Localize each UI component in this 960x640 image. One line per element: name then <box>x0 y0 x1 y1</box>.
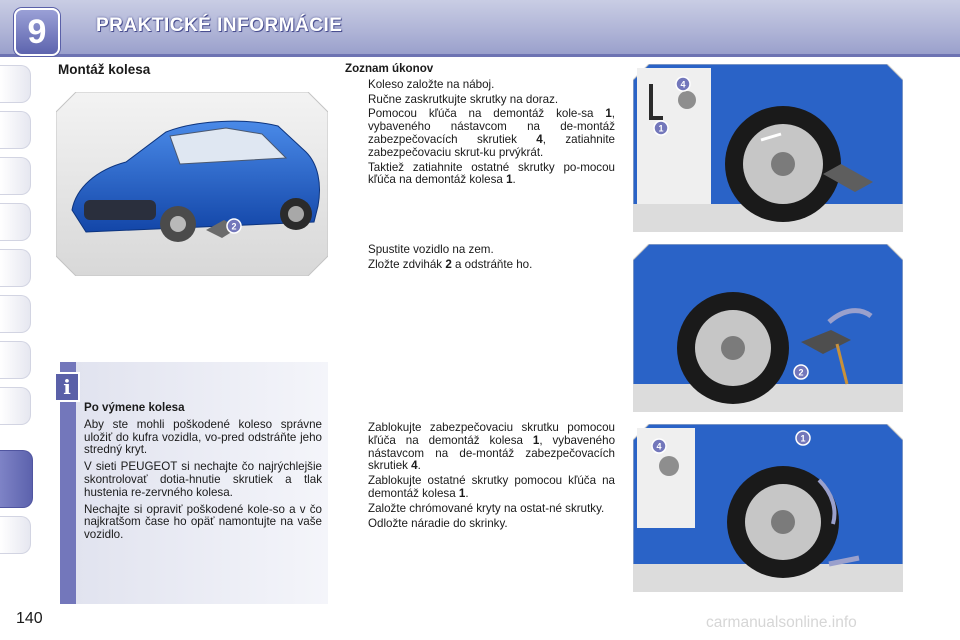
step-item: Koleso založte na náboj. <box>368 77 495 91</box>
steps-group-3 <box>345 422 615 532</box>
chapter-tab[interactable] <box>0 387 31 425</box>
chapter-tab[interactable] <box>0 341 31 379</box>
wheel-mount-photo <box>633 64 903 232</box>
chapter-tab[interactable] <box>0 111 31 149</box>
info-paragraph: V sieti PEUGEOT si nechajte čo najrýchlejšie skontrolovať dotia-hnutie skrutiek a tlak hustenia re-zervného kolesa. <box>84 460 322 499</box>
steps-heading: Zoznam úkonov <box>345 62 434 75</box>
svg-text:4: 4 <box>680 79 686 90</box>
step-item: Spustite vozidlo na zem. <box>368 243 494 256</box>
page-number: 140 <box>16 610 43 627</box>
chapter-tab[interactable] <box>0 157 31 195</box>
svg-text:2: 2 <box>798 367 804 378</box>
car-illustration <box>56 92 328 276</box>
info-heading: Po výmene kolesa <box>84 401 185 414</box>
info-icon: i <box>54 372 80 402</box>
info-box <box>60 362 328 604</box>
bolt-locking-photo <box>633 424 903 592</box>
chapter-tab-active[interactable] <box>0 450 33 508</box>
svg-text:4: 4 <box>656 441 662 452</box>
steps-group-2 <box>345 244 615 274</box>
section-title: Montáž kolesa <box>58 62 151 77</box>
info-paragraph: Aby ste mohli poškodené koleso správne uložiť do kufra vozidla, vo-pred odstráňte jeho stredný kryt. <box>84 417 322 457</box>
chapter-tab[interactable] <box>0 249 31 287</box>
step-item: Pomocou kľúča na demontáž kole-sa 1, vybaveného nástavcom na de-montáž zabezpečovacích skrutiek 4, zatiahnite zabezpečovaciu skrut-ku prvýkrát. <box>368 107 615 159</box>
info-paragraph: Nechajte si opraviť poškodené kole-so a v čo najkratšom čase ho opäť namontujte na vaše vozidlo. <box>84 502 322 542</box>
svg-text:2: 2 <box>231 221 237 232</box>
step-item: Taktiež zatiahnite ostatné skrutky po-mocou kľúča na demontáž kolesa 1. <box>368 160 615 187</box>
jack-lowering-photo <box>633 244 903 412</box>
chapter-tab[interactable] <box>0 295 31 333</box>
svg-text:1: 1 <box>800 433 806 444</box>
chapter-badge: 9 <box>14 8 60 56</box>
step-item: Zablokujte zabezpečovaciu skrutku pomocou kľúča na demontáž kolesa 1, vybaveného nástavcom na de-montáž zabezpečovacích skrutiek 4. <box>368 421 616 473</box>
step-item: Ručne zaskrutkujte skrutky na doraz. <box>368 92 559 106</box>
chapter-tab[interactable] <box>0 203 31 241</box>
page-title: PRAKTICKÉ INFORMÁCIE <box>96 15 343 36</box>
header-rule <box>0 54 960 57</box>
step-item: Zložte zdvihák 2 a odstráňte ho. <box>368 257 533 271</box>
chapter-tab[interactable] <box>0 65 31 103</box>
step-item: Odložte náradie do skrinky. <box>368 516 508 530</box>
watermark: carmanualsonline.info <box>706 614 857 631</box>
steps-group-1 <box>345 63 615 189</box>
step-item: Zablokujte ostatné skrutky pomocou kľúča na demontáž kolesa 1. <box>368 474 615 500</box>
chapter-tab[interactable] <box>0 516 31 554</box>
step-item: Založte chrómované kryty na ostat-né skrutky. <box>368 501 605 515</box>
svg-text:1: 1 <box>658 123 664 134</box>
chapter-tabs <box>0 65 32 575</box>
